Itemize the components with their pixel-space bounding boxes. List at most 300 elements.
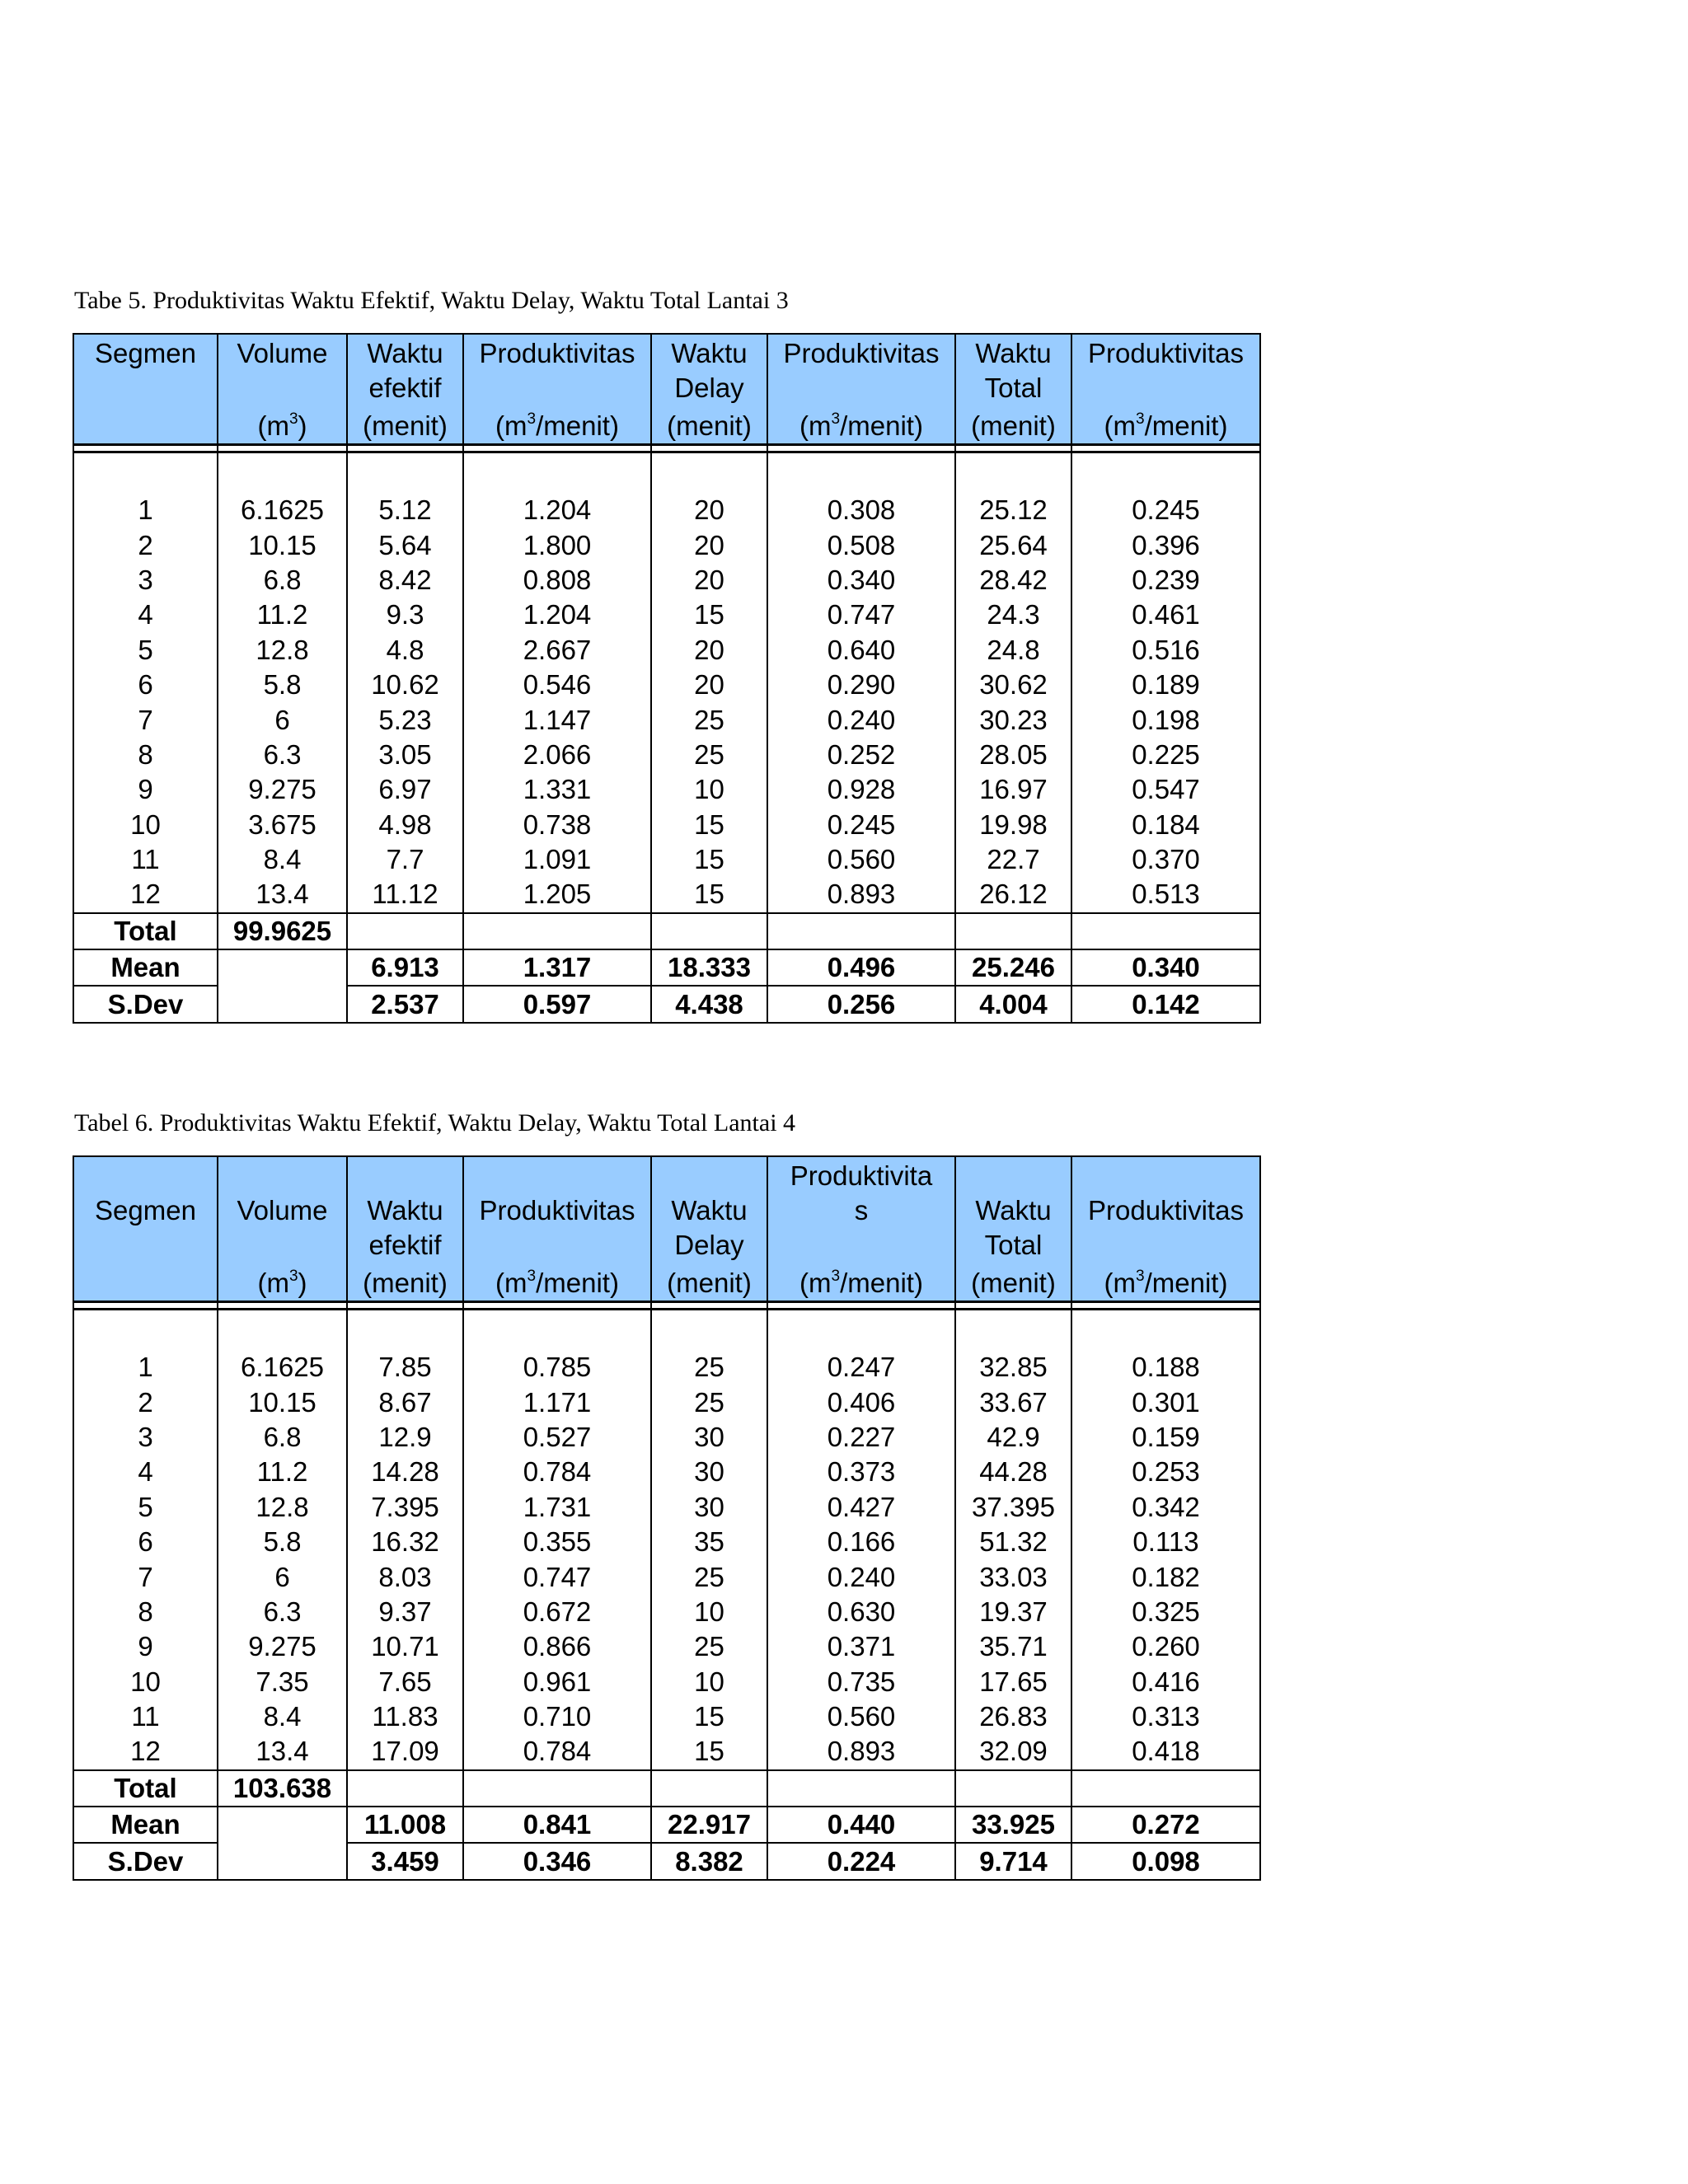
table-cell: 7.65 <box>347 1665 463 1699</box>
sdev-value: 9.714 <box>955 1843 1071 1879</box>
mean-value: 22.917 <box>651 1807 767 1843</box>
header-row <box>73 334 1260 445</box>
table-cell: 12 <box>73 1734 218 1769</box>
column-header <box>767 1156 955 1302</box>
table-cell: 0.260 <box>1071 1629 1260 1664</box>
table-cell: 0.866 <box>463 1629 651 1664</box>
column-header <box>651 334 767 445</box>
table-cell: 0.547 <box>1071 772 1260 807</box>
table-cell: 7.395 <box>347 1490 463 1525</box>
table-cell: 30.62 <box>955 668 1071 702</box>
table-cell: 37.395 <box>955 1490 1071 1525</box>
column-header <box>955 1156 1071 1302</box>
sdev-value: 0.224 <box>767 1843 955 1879</box>
table-row <box>73 1490 1260 1525</box>
column-unit: $(m^3/menit)$ <box>1104 1268 1228 1298</box>
column-unit: (menit) <box>667 410 752 441</box>
table-cell: 20 <box>651 633 767 668</box>
column-header-text <box>74 1228 217 1263</box>
column-header-text: Produktivitas <box>479 1195 635 1226</box>
table-cell: 0.159 <box>1071 1420 1260 1455</box>
table-cell: 1 <box>73 1350 218 1385</box>
column-unit <box>74 1263 217 1301</box>
mean-value: 1.317 <box>463 949 651 986</box>
table-cell: 17.09 <box>347 1734 463 1769</box>
column-header <box>955 334 1071 445</box>
table-cell: 11.12 <box>347 877 463 912</box>
table-cell: 0.252 <box>767 738 955 772</box>
column-header-text: Produktivitas <box>783 338 940 368</box>
table-cell: 7.85 <box>347 1350 463 1385</box>
table-cell: 15 <box>651 842 767 877</box>
table-cell: 0.961 <box>463 1665 651 1699</box>
column-header-text: Produktivitas <box>1088 338 1244 368</box>
table-cell: 10.15 <box>218 527 347 562</box>
table-cell: 0.166 <box>767 1525 955 1559</box>
column-header-text: Volume <box>237 1195 328 1226</box>
table-cell: 0.370 <box>1071 842 1260 877</box>
table-cell: 0.546 <box>463 668 651 702</box>
table-row <box>73 1595 1260 1629</box>
table-cell: 0.928 <box>767 772 955 807</box>
table-cell: 0.735 <box>767 1665 955 1699</box>
sdev-value: 0.142 <box>1071 986 1260 1022</box>
table-cell: 1.147 <box>463 702 651 737</box>
table-cell: 10.71 <box>347 1629 463 1664</box>
table-cell: 9.275 <box>218 1629 347 1664</box>
table-cell: 7 <box>73 1559 218 1594</box>
table-cell: 0.225 <box>1071 738 1260 772</box>
table-row <box>73 1559 1260 1594</box>
table-cell: 2 <box>73 527 218 562</box>
table-cell: 20 <box>651 563 767 598</box>
table-cell: 12.8 <box>218 633 347 668</box>
table-cell: 15 <box>651 1699 767 1734</box>
table-cell: 9.275 <box>218 772 347 807</box>
table-cell: 9 <box>73 1629 218 1664</box>
table-cell: 0.253 <box>1071 1455 1260 1489</box>
table-row <box>73 738 1260 772</box>
table-cell: 12.9 <box>347 1420 463 1455</box>
table-cell: 33.67 <box>955 1385 1071 1419</box>
table-row <box>73 633 1260 668</box>
table-cell: 6.3 <box>218 1595 347 1629</box>
table-cell: 5.64 <box>347 527 463 562</box>
table-cell: 0.784 <box>463 1455 651 1489</box>
column-header <box>218 1156 347 1302</box>
table-cell: 32.09 <box>955 1734 1071 1769</box>
column-header <box>347 334 463 445</box>
table-cell: 1.204 <box>463 493 651 527</box>
table-cell: 28.05 <box>955 738 1071 772</box>
column-header-text <box>956 1159 1071 1193</box>
table-cell: 6.8 <box>218 1420 347 1455</box>
table-cell: 25 <box>651 1559 767 1594</box>
table-cell: 14.28 <box>347 1455 463 1489</box>
table-cell: 3.675 <box>218 808 347 842</box>
table-cell: 8 <box>73 738 218 772</box>
column-header-text <box>74 371 217 405</box>
table-row <box>73 1525 1260 1559</box>
table-body <box>73 452 1260 1023</box>
table-row <box>73 808 1260 842</box>
total-volume: 99.9625 <box>218 913 347 949</box>
column-header <box>73 334 218 445</box>
column-header-text: Waktu <box>975 338 1052 368</box>
table-cell: 16.32 <box>347 1525 463 1559</box>
table-cell: 35.71 <box>955 1629 1071 1664</box>
table-row <box>73 527 1260 562</box>
table-cell: 0.784 <box>463 1734 651 1769</box>
table-cell: 0.427 <box>767 1490 955 1525</box>
column-header-text: Total <box>984 1230 1043 1260</box>
table-body <box>73 1310 1260 1880</box>
column-unit: $(m^3)$ <box>257 1268 307 1298</box>
table-cell: 35 <box>651 1525 767 1559</box>
column-unit: (menit) <box>667 1268 752 1298</box>
table-row <box>73 772 1260 807</box>
table-cell: 0.113 <box>1071 1525 1260 1559</box>
column-unit: $(m^3/menit)$ <box>495 410 619 441</box>
table-cell: 0.785 <box>463 1350 651 1385</box>
table-cell: 26.83 <box>955 1699 1071 1734</box>
table-cell: 8.42 <box>347 563 463 598</box>
table-row <box>73 702 1260 737</box>
column-unit: $(m^3/menit)$ <box>799 1268 923 1298</box>
table-cell: 8 <box>73 1595 218 1629</box>
table-cell: 6 <box>218 1559 347 1594</box>
total-row <box>73 1770 1260 1807</box>
table-cell: 25.64 <box>955 527 1071 562</box>
table-row <box>73 668 1260 702</box>
table-cell: 2.066 <box>463 738 651 772</box>
table-cell: 16.97 <box>955 772 1071 807</box>
table-cell: 51.32 <box>955 1525 1071 1559</box>
column-unit: $(m^3/menit)$ <box>1104 410 1228 441</box>
table-cell: 0.313 <box>1071 1699 1260 1734</box>
header-divider <box>73 1302 1260 1310</box>
table-cell: 4 <box>73 598 218 632</box>
table-cell: 5.12 <box>347 493 463 527</box>
table-cell: 1.204 <box>463 598 651 632</box>
table-cell: 1.205 <box>463 877 651 912</box>
mean-row <box>73 1807 1260 1843</box>
table-cell: 10 <box>651 1665 767 1699</box>
table-cell: 10 <box>651 772 767 807</box>
sdev-value: 3.459 <box>347 1843 463 1879</box>
table-cell: 17.65 <box>955 1665 1071 1699</box>
table-cell: 44.28 <box>955 1455 1071 1489</box>
table-cell: 10.15 <box>218 1385 347 1419</box>
column-header-text: efektif <box>368 373 442 403</box>
mean-row <box>73 949 1260 986</box>
table-cell: 0.240 <box>767 702 955 737</box>
table-row <box>73 1734 1260 1769</box>
column-header-text <box>74 1159 217 1193</box>
table-row <box>73 563 1260 598</box>
table-cell: 0.672 <box>463 1595 651 1629</box>
table-cell: 2 <box>73 1385 218 1419</box>
table-cell: 6.1625 <box>218 1350 347 1385</box>
table-cell: 6 <box>218 702 347 737</box>
table-cell: 0.747 <box>463 1559 651 1594</box>
table-cell: 25.12 <box>955 493 1071 527</box>
table-cell: 10 <box>73 1665 218 1699</box>
column-header-text <box>218 1228 346 1263</box>
table-cell: 0.527 <box>463 1420 651 1455</box>
column-header-text: Waktu <box>671 1195 748 1226</box>
column-header-text <box>768 1228 954 1263</box>
column-header-text <box>652 1159 767 1193</box>
sdev-value: 4.438 <box>651 986 767 1022</box>
table-row <box>73 877 1260 912</box>
table-cell: 0.355 <box>463 1525 651 1559</box>
table-cell: 9 <box>73 772 218 807</box>
table-row <box>73 1350 1260 1385</box>
sdev-label: S.Dev <box>73 1843 218 1879</box>
table-cell: 0.513 <box>1071 877 1260 912</box>
table-cell: 28.42 <box>955 563 1071 598</box>
table-cell: 1.331 <box>463 772 651 807</box>
table-cell: 6.3 <box>218 738 347 772</box>
column-header-text <box>464 1159 650 1193</box>
table-cell: 0.747 <box>767 598 955 632</box>
column-header-text: Waktu <box>671 338 748 368</box>
column-header-text: Produktivitas <box>1088 1195 1244 1226</box>
table-cell: 30 <box>651 1490 767 1525</box>
column-header-text: Segmen <box>95 338 196 368</box>
column-header <box>347 1156 463 1302</box>
table-cell: 11 <box>73 842 218 877</box>
table-cell: 8.67 <box>347 1385 463 1419</box>
column-unit: $(m^3/menit)$ <box>799 410 923 441</box>
table-cell: 11.2 <box>218 598 347 632</box>
table-cell: 19.98 <box>955 808 1071 842</box>
column-header-text: Total <box>984 373 1043 403</box>
table-cell: 0.406 <box>767 1385 955 1419</box>
column-unit <box>74 405 217 443</box>
table-cell: 0.808 <box>463 563 651 598</box>
table-cell: 25 <box>651 702 767 737</box>
mean-value: 0.841 <box>463 1807 651 1843</box>
column-header-text <box>1072 1159 1259 1193</box>
table-cell: 33.03 <box>955 1559 1071 1594</box>
column-header-text: Delay <box>674 1230 744 1260</box>
column-header-text: Delay <box>674 373 744 403</box>
column-header-text <box>768 371 954 405</box>
table-cell: 11.83 <box>347 1699 463 1734</box>
column-header-text <box>1072 1228 1259 1263</box>
table-cell: 25 <box>651 1629 767 1664</box>
table-cell: 30 <box>651 1455 767 1489</box>
table-cell: 22.7 <box>955 842 1071 877</box>
table-cell: 0.893 <box>767 1734 955 1769</box>
mean-value: 0.496 <box>767 949 955 986</box>
table-cell: 0.416 <box>1071 1665 1260 1699</box>
mean-value: 0.340 <box>1071 949 1260 986</box>
table-cell: 30.23 <box>955 702 1071 737</box>
table-cell: 20 <box>651 668 767 702</box>
column-unit: (menit) <box>971 1268 1056 1298</box>
column-header <box>463 1156 651 1302</box>
column-header-text <box>464 371 650 405</box>
table-cell: 8.4 <box>218 842 347 877</box>
column-header-text: efektif <box>368 1230 442 1260</box>
total-label: Total <box>73 1770 218 1807</box>
table-cell: 32.85 <box>955 1350 1071 1385</box>
sdev-value: 0.256 <box>767 986 955 1022</box>
mean-value: 25.246 <box>955 949 1071 986</box>
table-cell: 20 <box>651 527 767 562</box>
mean-value: 11.008 <box>347 1807 463 1843</box>
column-header-text <box>348 1159 462 1193</box>
table-cell: 9.37 <box>347 1595 463 1629</box>
table-cell: 2.667 <box>463 633 651 668</box>
table-cell: 4.8 <box>347 633 463 668</box>
table-cell: 0.308 <box>767 493 955 527</box>
column-header-text: Volume <box>237 338 328 368</box>
table-header <box>73 334 1260 452</box>
sdev-value: 0.098 <box>1071 1843 1260 1879</box>
table-cell: 12 <box>73 877 218 912</box>
table-cell: 0.184 <box>1071 808 1260 842</box>
table-cell: 0.239 <box>1071 563 1260 598</box>
table-row <box>73 598 1260 632</box>
column-header-text: s <box>854 1195 869 1226</box>
column-unit: (menit) <box>363 410 448 441</box>
table-cell: 5.23 <box>347 702 463 737</box>
column-header <box>218 334 347 445</box>
sdev-value: 0.346 <box>463 1843 651 1879</box>
table-cell: 0.373 <box>767 1455 955 1489</box>
table-row <box>73 1455 1260 1489</box>
column-unit: (menit) <box>971 410 1056 441</box>
table-row <box>73 493 1260 527</box>
column-unit: $(m^3)$ <box>257 410 307 441</box>
column-header-text: Segmen <box>95 1195 196 1226</box>
table-cell: 0.508 <box>767 527 955 562</box>
column-header-text: Produktivita <box>790 1160 933 1191</box>
table-cell: 11.2 <box>218 1455 347 1489</box>
table-cell: 25 <box>651 738 767 772</box>
table-cell: 0.640 <box>767 633 955 668</box>
column-header-text <box>218 1159 346 1193</box>
table-row <box>73 842 1260 877</box>
table-cell: 15 <box>651 598 767 632</box>
table-cell: 0.240 <box>767 1559 955 1594</box>
table-cell: 0.371 <box>767 1629 955 1664</box>
table-cell: 4 <box>73 1455 218 1489</box>
table-cell: 12.8 <box>218 1490 347 1525</box>
table-row <box>73 1385 1260 1419</box>
table-cell: 0.461 <box>1071 598 1260 632</box>
table-cell: 6.1625 <box>218 493 347 527</box>
table-cell: 0.396 <box>1071 527 1260 562</box>
column-unit: $(m^3/menit)$ <box>495 1268 619 1298</box>
table-cell: 0.245 <box>767 808 955 842</box>
table-cell: 20 <box>651 493 767 527</box>
table-cell: 6.97 <box>347 772 463 807</box>
table-cell: 0.560 <box>767 842 955 877</box>
table-cell: 1.171 <box>463 1385 651 1419</box>
table-cell: 10.62 <box>347 668 463 702</box>
table-cell: 7 <box>73 702 218 737</box>
column-header <box>1071 334 1260 445</box>
table-cell: 0.516 <box>1071 633 1260 668</box>
mean-label: Mean <box>73 1807 218 1843</box>
total-label: Total <box>73 913 218 949</box>
table-cell: 15 <box>651 808 767 842</box>
sdev-value: 2.537 <box>347 986 463 1022</box>
spacer-row <box>73 1310 1260 1351</box>
sdev-value: 4.004 <box>955 986 1071 1022</box>
table-cell: 24.3 <box>955 598 1071 632</box>
table-cell: 0.630 <box>767 1595 955 1629</box>
table-row <box>73 1629 1260 1664</box>
table-cell: 4.98 <box>347 808 463 842</box>
column-header-text: Waktu <box>367 338 443 368</box>
table-cell: 0.189 <box>1071 668 1260 702</box>
table-cell: 6.8 <box>218 563 347 598</box>
table-cell: 5 <box>73 1490 218 1525</box>
table-cell: 1.091 <box>463 842 651 877</box>
table-cell: 11 <box>73 1699 218 1734</box>
table-5 <box>73 333 1261 1024</box>
table-cell: 8.4 <box>218 1699 347 1734</box>
table-cell: 0.198 <box>1071 702 1260 737</box>
table-row <box>73 1420 1260 1455</box>
table-cell: 1.731 <box>463 1490 651 1525</box>
table-cell: 0.245 <box>1071 493 1260 527</box>
table-cell: 5.8 <box>218 1525 347 1559</box>
mean-value: 0.272 <box>1071 1807 1260 1843</box>
table-cell: 0.710 <box>463 1699 651 1734</box>
table-cell: 5.8 <box>218 668 347 702</box>
mean-value: 33.925 <box>955 1807 1071 1843</box>
column-header <box>463 334 651 445</box>
table-5-caption: Tabe 5. Produktivitas Waktu Efektif, Waktu Delay, Waktu Total Lantai 3 <box>74 287 789 314</box>
table-cell: 0.325 <box>1071 1595 1260 1629</box>
table-cell: 0.247 <box>767 1350 955 1385</box>
table-cell: 13.4 <box>218 877 347 912</box>
total-row <box>73 913 1260 949</box>
column-header-text: Waktu <box>367 1195 443 1226</box>
table-cell: 19.37 <box>955 1595 1071 1629</box>
table-cell: 0.227 <box>767 1420 955 1455</box>
table-header <box>73 1156 1260 1310</box>
table-cell: 0.738 <box>463 808 651 842</box>
column-header <box>767 334 955 445</box>
table-cell: 42.9 <box>955 1420 1071 1455</box>
column-header <box>651 1156 767 1302</box>
table-cell: 3 <box>73 563 218 598</box>
column-unit: (menit) <box>363 1268 448 1298</box>
table-cell: 1.800 <box>463 527 651 562</box>
header-row <box>73 1156 1260 1302</box>
table-cell: 24.8 <box>955 633 1071 668</box>
table-cell: 0.301 <box>1071 1385 1260 1419</box>
sdev-value: 0.597 <box>463 986 651 1022</box>
table-6 <box>73 1155 1261 1881</box>
table-cell: 0.342 <box>1071 1490 1260 1525</box>
spacer-row <box>73 452 1260 494</box>
table-cell: 7.35 <box>218 1665 347 1699</box>
mean-value: 18.333 <box>651 949 767 986</box>
table-cell: 0.560 <box>767 1699 955 1734</box>
table-cell: 10 <box>73 808 218 842</box>
column-header-text <box>218 371 346 405</box>
table-cell: 0.290 <box>767 668 955 702</box>
